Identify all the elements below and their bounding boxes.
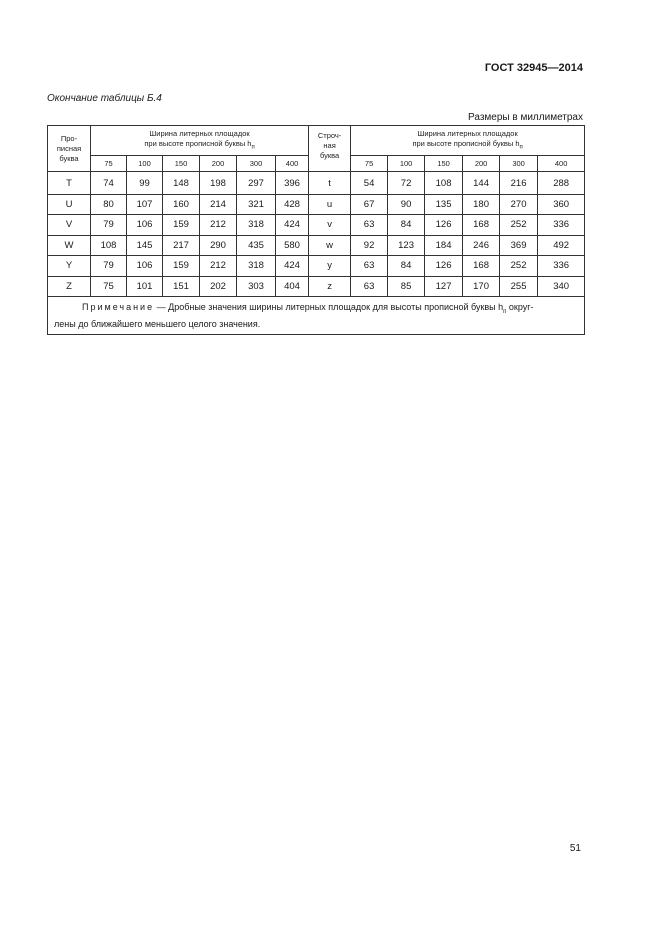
lower-width-cell: 90: [388, 194, 425, 215]
lower-letter-cell: u: [309, 194, 351, 215]
letter-width-table: [47, 125, 585, 335]
note-text-1: — Дробные значения ширины литерных площадок для высоты прописной буквы h: [154, 302, 504, 312]
lower-width-cell: 63: [351, 256, 388, 277]
upper-width-cell: 101: [127, 276, 163, 297]
lower-width-cell: 85: [388, 276, 425, 297]
height-header: 150: [163, 156, 200, 172]
col-header-lower: Строч- ная буква: [309, 126, 351, 172]
lower-width-cell: 336: [538, 215, 585, 236]
lower-width-cell: 84: [388, 256, 425, 277]
lower-width-cell: 126: [425, 256, 463, 277]
upper-width-cell: 159: [163, 256, 200, 277]
table-row: [48, 215, 585, 236]
lower-width-cell: 144: [463, 172, 500, 195]
height-header: 400: [538, 156, 585, 172]
upper-letter-cell: Z: [48, 276, 91, 297]
table-row: [48, 172, 585, 195]
table-row: [48, 256, 585, 277]
upper-width-cell: 435: [237, 235, 276, 256]
col-header-upper: Про- писная буква: [48, 126, 91, 172]
lower-width-cell: 84: [388, 215, 425, 236]
upper-width-cell: 290: [200, 235, 237, 256]
note-label: Примечание: [82, 302, 155, 312]
group-header-upper: [91, 126, 309, 156]
lower-width-cell: 216: [500, 172, 538, 195]
height-header: 300: [500, 156, 538, 172]
upper-width-cell: 303: [237, 276, 276, 297]
group-title-sub: п: [251, 144, 255, 151]
lower-width-cell: 67: [351, 194, 388, 215]
upper-width-cell: 108: [91, 235, 127, 256]
lower-width-cell: 92: [351, 235, 388, 256]
group-title-line2: при высоте прописной буквы h: [144, 138, 252, 148]
lower-width-cell: 63: [351, 215, 388, 236]
table-row: [48, 194, 585, 215]
upper-width-cell: 79: [91, 256, 127, 277]
upper-width-cell: 106: [127, 215, 163, 236]
upper-letter-cell: Y: [48, 256, 91, 277]
lower-letter-cell: w: [309, 235, 351, 256]
upper-width-cell: 424: [276, 215, 309, 236]
upper-letter-cell: U: [48, 194, 91, 215]
group-title-sub: п: [519, 144, 523, 151]
lower-width-cell: 492: [538, 235, 585, 256]
upper-width-cell: 80: [91, 194, 127, 215]
upper-letter-cell: T: [48, 172, 91, 195]
lower-width-cell: 252: [500, 215, 538, 236]
upper-width-cell: 159: [163, 215, 200, 236]
table-row: [48, 276, 585, 297]
upper-width-cell: 321: [237, 194, 276, 215]
height-header: 100: [388, 156, 425, 172]
lower-letter-cell: z: [309, 276, 351, 297]
upper-width-cell: 212: [200, 256, 237, 277]
upper-width-cell: 106: [127, 256, 163, 277]
table-body: [48, 172, 585, 297]
note-sub: п: [503, 308, 507, 315]
group-header-lower: [351, 126, 585, 156]
lower-width-cell: 369: [500, 235, 538, 256]
lower-width-cell: 127: [425, 276, 463, 297]
upper-width-cell: 297: [237, 172, 276, 195]
lower-width-cell: 252: [500, 256, 538, 277]
table-note: [48, 297, 585, 335]
height-header: 400: [276, 156, 309, 172]
upper-width-cell: 318: [237, 256, 276, 277]
height-header: 300: [237, 156, 276, 172]
group-title-line2: при высоте прописной буквы h: [412, 138, 520, 148]
upper-width-cell: 198: [200, 172, 237, 195]
upper-width-cell: 99: [127, 172, 163, 195]
height-header: 75: [91, 156, 127, 172]
upper-width-cell: 318: [237, 215, 276, 236]
upper-width-cell: 148: [163, 172, 200, 195]
lower-letter-cell: v: [309, 215, 351, 236]
table-row: [48, 235, 585, 256]
lower-width-cell: 54: [351, 172, 388, 195]
height-header: 200: [463, 156, 500, 172]
upper-letter-cell: V: [48, 215, 91, 236]
lower-width-cell: 63: [351, 276, 388, 297]
standard-number: ГОСТ 32945—2014: [484, 62, 583, 74]
lower-width-cell: 270: [500, 194, 538, 215]
upper-width-cell: 428: [276, 194, 309, 215]
lower-width-cell: 123: [388, 235, 425, 256]
lower-width-cell: 360: [538, 194, 585, 215]
table-caption: Окончание таблицы Б.4: [47, 93, 162, 104]
upper-width-cell: 107: [127, 194, 163, 215]
upper-width-cell: 151: [163, 276, 200, 297]
upper-width-cell: 145: [127, 235, 163, 256]
height-header: 75: [351, 156, 388, 172]
lower-width-cell: 135: [425, 194, 463, 215]
lower-width-cell: 180: [463, 194, 500, 215]
lower-width-cell: 255: [500, 276, 538, 297]
group-title-line1: Ширина литерных площадок: [417, 128, 518, 138]
lower-width-cell: 108: [425, 172, 463, 195]
upper-width-cell: 217: [163, 235, 200, 256]
lower-width-cell: 168: [463, 215, 500, 236]
upper-width-cell: 75: [91, 276, 127, 297]
lower-width-cell: 168: [463, 256, 500, 277]
height-header: 100: [127, 156, 163, 172]
lower-width-cell: 340: [538, 276, 585, 297]
lower-width-cell: 170: [463, 276, 500, 297]
height-header: 200: [200, 156, 237, 172]
group-title-line1: Ширина литерных площадок: [149, 128, 250, 138]
height-header: 150: [425, 156, 463, 172]
lower-width-cell: 184: [425, 235, 463, 256]
units-note: Размеры в миллиметрах: [468, 112, 583, 123]
lower-letter-cell: y: [309, 256, 351, 277]
upper-width-cell: 202: [200, 276, 237, 297]
upper-width-cell: 404: [276, 276, 309, 297]
upper-width-cell: 580: [276, 235, 309, 256]
upper-width-cell: 212: [200, 215, 237, 236]
page-number: 51: [569, 843, 581, 854]
upper-letter-cell: W: [48, 235, 91, 256]
upper-width-cell: 424: [276, 256, 309, 277]
upper-width-cell: 74: [91, 172, 127, 195]
lower-width-cell: 72: [388, 172, 425, 195]
upper-width-cell: 396: [276, 172, 309, 195]
upper-width-cell: 79: [91, 215, 127, 236]
lower-width-cell: 288: [538, 172, 585, 195]
lower-width-cell: 246: [463, 235, 500, 256]
upper-width-cell: 160: [163, 194, 200, 215]
lower-letter-cell: t: [309, 172, 351, 195]
lower-width-cell: 336: [538, 256, 585, 277]
lower-width-cell: 126: [425, 215, 463, 236]
note-text-2: округ- лены до ближайшего меньшего целого значения.: [54, 302, 534, 329]
upper-width-cell: 214: [200, 194, 237, 215]
